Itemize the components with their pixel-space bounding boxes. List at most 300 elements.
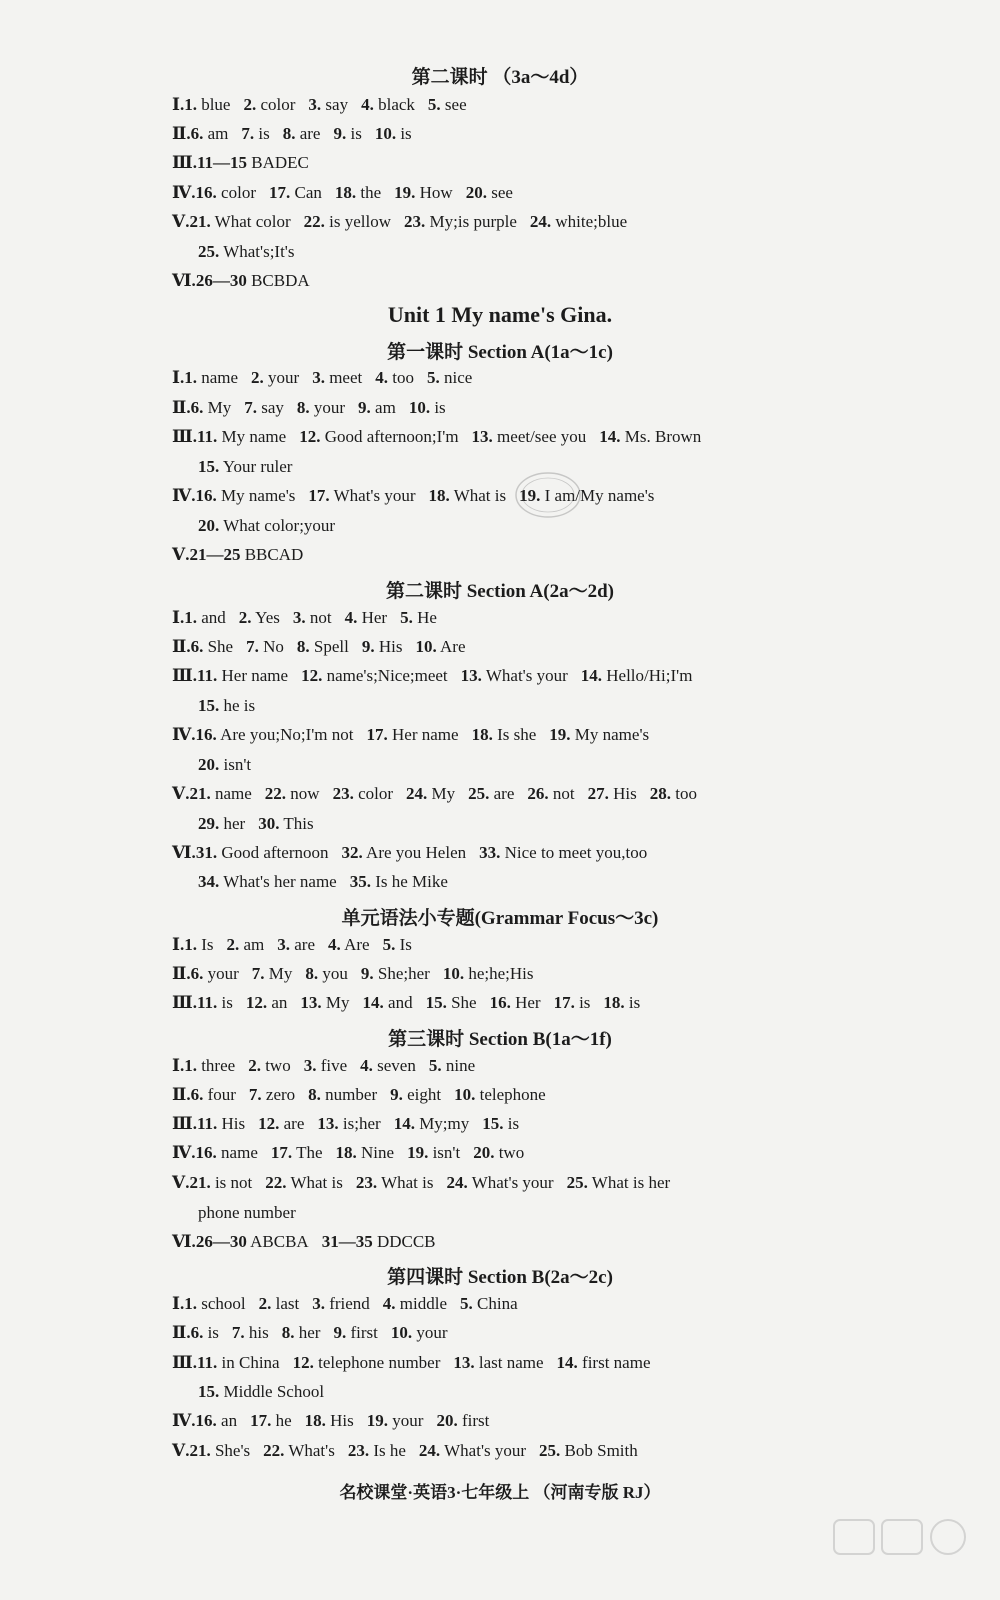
answer-item (453, 1353, 543, 1372)
answer-text: Is he Mike (375, 872, 448, 891)
answer-text: white;blue (555, 212, 628, 231)
answer-line (172, 398, 459, 418)
question-number: 7. (231, 1323, 245, 1342)
answer-text: My (431, 784, 456, 803)
part-numeral: Ⅱ. (172, 964, 191, 983)
question-number: 18. (304, 1411, 326, 1430)
answer-text: you (322, 964, 348, 983)
answer-text: ABCBA (250, 1232, 309, 1251)
answer-text: My (268, 964, 293, 983)
answer-text: My (207, 398, 232, 417)
answer-item (308, 95, 348, 114)
answer-text: name (221, 1143, 258, 1162)
answer-item (263, 1441, 335, 1460)
answer-item (189, 545, 303, 564)
answer-item (197, 153, 309, 172)
question-number: 7. (241, 124, 255, 143)
answer-line (172, 964, 546, 984)
answer-text: My name's (574, 725, 650, 744)
answer-text: is (400, 124, 412, 143)
answer-item (345, 608, 387, 627)
answer-text: What is her (591, 1173, 671, 1192)
question-number: 6. (190, 124, 204, 143)
part-numeral: Ⅱ. (172, 1085, 191, 1104)
answer-item (269, 183, 322, 202)
answer-text: see (444, 95, 467, 114)
part-numeral: Ⅰ. (172, 1294, 185, 1313)
question-number: 1. (184, 368, 197, 387)
answer-line (172, 1294, 531, 1314)
answer-item (198, 814, 245, 833)
question-number: 28. (649, 784, 671, 803)
answer-item (198, 755, 251, 774)
part-numeral: Ⅴ. (172, 212, 190, 231)
question-number: 3. (308, 95, 322, 114)
answer-text: What's your (444, 1441, 527, 1460)
answer-line-continued (198, 872, 461, 892)
question-number: 9. (333, 1323, 347, 1342)
answer-text: zero (265, 1085, 296, 1104)
question-number: 21. (189, 212, 211, 231)
answer-text: Good afternoon;I'm (324, 427, 459, 446)
question-number: 21—25 (189, 545, 241, 564)
answer-text: is (221, 993, 233, 1012)
answer-item (328, 935, 370, 954)
answer-text: your (268, 368, 300, 387)
answer-item (198, 872, 337, 891)
answer-text: not (309, 608, 332, 627)
answer-line (172, 368, 485, 388)
answer-item (258, 1114, 304, 1133)
answer-item (363, 993, 413, 1012)
answer-line-continued (198, 457, 305, 477)
answer-item (312, 1294, 370, 1313)
answer-item (472, 725, 537, 744)
question-number: 12. (292, 1353, 314, 1372)
answer-line-continued (198, 755, 264, 775)
question-number: 4. (382, 1294, 396, 1313)
answer-item (466, 183, 513, 202)
answer-item (197, 427, 286, 446)
answer-line (172, 212, 640, 232)
answer-line (172, 486, 667, 506)
question-number: 17. (270, 1143, 293, 1162)
answer-line (172, 666, 705, 686)
answer-text: is (507, 1114, 520, 1133)
answer-text: What's your (333, 486, 416, 505)
answer-text: last name (478, 1353, 544, 1372)
part-numeral: Ⅰ. (172, 368, 185, 387)
question-number: 22. (265, 1173, 287, 1192)
answer-text: His (613, 784, 637, 803)
answer-item (308, 486, 415, 505)
question-number: 8. (296, 637, 310, 656)
answer-item (429, 1056, 475, 1075)
answer-text: isn't (223, 755, 252, 774)
question-number: 13. (460, 666, 482, 685)
part-numeral: Ⅱ. (172, 1323, 191, 1342)
answer-text: and (388, 993, 413, 1012)
answer-line (172, 183, 526, 203)
answer-text: her (223, 814, 246, 833)
question-number: 13. (471, 427, 493, 446)
answer-item (293, 1353, 441, 1372)
answer-line (172, 1353, 664, 1373)
answer-line (172, 153, 322, 173)
answer-text: number (325, 1085, 378, 1104)
answer-item (197, 1353, 280, 1372)
answer-item (375, 124, 412, 143)
answer-text: phone number (198, 1203, 296, 1222)
answer-line (172, 1441, 651, 1461)
answer-text: What's your (471, 1173, 554, 1192)
answer-item (312, 368, 362, 387)
answer-text: first name (582, 1353, 651, 1372)
answer-text: His (221, 1114, 246, 1133)
answer-text: is (350, 124, 362, 143)
answer-text: Good afternoon (221, 843, 329, 862)
question-number: 23. (404, 212, 426, 231)
answer-text: is not (214, 1173, 253, 1192)
answer-line (172, 1232, 449, 1252)
question-number: 1. (184, 935, 197, 954)
answer-text: BBCAD (244, 545, 304, 564)
answer-item (191, 1323, 219, 1342)
question-number: 6. (190, 964, 204, 983)
question-number: 4. (361, 95, 374, 114)
question-number: 14. (393, 1114, 415, 1133)
answer-text: blue (201, 95, 231, 114)
part-numeral: Ⅰ. (172, 95, 185, 114)
section-heading: 第一课时 Section A(1a～1c) (387, 342, 613, 363)
answer-text: I am/My name's (544, 486, 655, 505)
answer-item (360, 1056, 416, 1075)
question-number: 11. (196, 1353, 218, 1372)
answer-text: is (434, 398, 446, 417)
question-number: 18. (471, 725, 493, 744)
question-number: 19. (394, 183, 416, 202)
answer-item (198, 1203, 296, 1222)
answer-item (304, 1056, 347, 1075)
answer-text: is (258, 124, 270, 143)
stamp-seal (513, 470, 583, 520)
answer-item (361, 95, 415, 114)
answer-text: your (416, 1323, 448, 1342)
question-number: 25. (539, 1441, 561, 1460)
answer-item (189, 784, 251, 803)
answer-item (196, 486, 296, 505)
answer-line (172, 1143, 537, 1163)
answer-item (196, 725, 354, 744)
answer-item (258, 814, 313, 833)
answer-item (246, 993, 288, 1012)
answer-text: China (477, 1294, 518, 1313)
answer-item (189, 1173, 252, 1192)
question-number: 6. (190, 398, 204, 417)
answer-text: My name (221, 427, 287, 446)
answer-item (196, 1143, 258, 1162)
question-number: 30. (258, 814, 280, 833)
question-number: 16. (489, 993, 511, 1012)
answer-item (308, 1085, 377, 1104)
question-number: 8. (282, 124, 296, 143)
answer-text: nine (445, 1056, 476, 1075)
answer-item (184, 1056, 235, 1075)
answer-text: Bob Smith (564, 1441, 638, 1460)
answer-text: his (248, 1323, 269, 1342)
answer-item (390, 1085, 441, 1104)
answer-line (172, 124, 425, 144)
answer-text: How (419, 183, 453, 202)
answer-text: are (294, 935, 316, 954)
part-numeral: Ⅳ. (172, 1411, 196, 1430)
answer-text: She's (214, 1441, 251, 1460)
answer-item (259, 1294, 300, 1313)
question-number: 24. (529, 212, 552, 231)
answer-item (599, 427, 701, 446)
answer-item (588, 784, 637, 803)
question-number: 34. (198, 872, 220, 891)
answer-text: This (283, 814, 314, 833)
answer-text: am (243, 935, 265, 954)
answer-text: Nice to meet you,too (504, 843, 648, 862)
question-number: 23. (332, 784, 354, 803)
answer-text: Is she (497, 725, 537, 744)
answer-item (367, 725, 459, 744)
answer-text: school (201, 1294, 246, 1313)
answer-item (454, 1085, 546, 1104)
answer-item (406, 784, 455, 803)
answer-item (419, 1441, 526, 1460)
answer-item (391, 1323, 448, 1342)
answer-line-continued (198, 696, 268, 716)
question-number: 33. (479, 843, 501, 862)
answer-text: Is he (373, 1441, 406, 1460)
answer-item (299, 427, 458, 446)
answer-item (189, 1441, 250, 1460)
question-number: 23. (355, 1173, 378, 1192)
answer-text: What's;It's (223, 242, 295, 261)
part-numeral: Ⅵ. (172, 843, 196, 862)
question-number: 1. (184, 1294, 197, 1313)
answer-text: your (313, 398, 346, 417)
answer-item (197, 993, 233, 1012)
answer-item (490, 993, 541, 1012)
answer-line (172, 1085, 559, 1105)
answer-text: is;her (342, 1114, 381, 1133)
answer-text: Ms. Brown (624, 427, 702, 446)
question-number: 15. (482, 1114, 504, 1133)
part-numeral: Ⅰ. (172, 935, 185, 954)
question-number: 4. (375, 368, 388, 387)
answer-line (172, 637, 478, 657)
answer-line (172, 608, 450, 628)
question-number: 25. (198, 242, 220, 261)
answer-item (304, 212, 391, 231)
answer-item (407, 1143, 460, 1162)
question-number: 14. (580, 666, 603, 685)
question-number: 12. (245, 993, 268, 1012)
part-numeral: Ⅲ. (172, 427, 197, 446)
answer-line (172, 993, 653, 1013)
part-numeral: Ⅳ. (172, 486, 196, 505)
answer-item (650, 784, 697, 803)
answer-line-continued (198, 814, 327, 834)
part-numeral: Ⅲ. (172, 993, 197, 1012)
answer-item (249, 1085, 295, 1104)
question-number: 9. (360, 964, 374, 983)
answer-text: say (261, 398, 284, 417)
answer-text: color (221, 183, 256, 202)
answer-item (250, 1411, 292, 1430)
answer-item (581, 666, 693, 685)
site-watermark (830, 1516, 980, 1576)
answer-text: nice (443, 368, 473, 387)
answer-text: seven (377, 1056, 416, 1075)
question-number: 18. (428, 486, 450, 505)
answer-item (191, 124, 229, 143)
answer-text: My;my (419, 1114, 470, 1133)
answer-item (252, 964, 293, 983)
question-number: 27. (587, 784, 609, 803)
answer-line-continued (198, 516, 348, 536)
answer-text: Yes (255, 608, 280, 627)
answer-text: No (263, 637, 284, 656)
answer-text: Middle School (223, 1382, 325, 1401)
answer-text: Are you;No;I'm not (220, 725, 354, 744)
section-heading: 单元语法小专题(Grammar Focus～3c) (341, 908, 659, 929)
answer-item (243, 95, 295, 114)
answer-text: are (299, 124, 321, 143)
answer-text: eight (407, 1085, 442, 1104)
answer-text: What color (214, 212, 291, 231)
question-number: 32. (341, 843, 363, 862)
answer-item (198, 516, 335, 535)
answer-item (394, 1114, 470, 1133)
answer-item (239, 608, 280, 627)
answer-text: is (207, 1323, 219, 1342)
question-number: 9. (358, 398, 371, 417)
question-number: 14. (599, 427, 621, 446)
answer-item (248, 1056, 291, 1075)
question-number: 15. (425, 993, 447, 1012)
question-number: 2. (258, 1294, 272, 1313)
answer-text: an (271, 993, 288, 1012)
answer-text: Is (399, 935, 412, 954)
question-number: 35. (349, 872, 371, 891)
part-numeral: Ⅱ. (172, 124, 191, 143)
answer-item (198, 696, 255, 715)
question-number: 8. (296, 398, 310, 417)
answer-text: Can (294, 183, 322, 202)
answer-item (443, 964, 534, 983)
answer-text: Are (440, 637, 466, 656)
answer-item (198, 242, 294, 261)
answer-text: What color;your (223, 516, 336, 535)
question-number: 12. (301, 666, 323, 685)
answer-line (172, 935, 425, 955)
answer-text: BCBDA (251, 271, 310, 290)
answer-text: her (298, 1323, 321, 1342)
part-numeral: Ⅳ. (172, 1143, 196, 1162)
answer-item (539, 1441, 638, 1460)
answer-item (436, 1411, 489, 1430)
answer-item (427, 368, 472, 387)
question-number: 1. (184, 95, 197, 114)
question-number: 10. (442, 964, 465, 983)
question-number: 8. (308, 1085, 321, 1104)
answer-item (232, 1323, 269, 1342)
answer-item (415, 637, 465, 656)
question-number: 14. (556, 1353, 578, 1372)
answer-item (400, 608, 437, 627)
answer-item (184, 608, 226, 627)
answer-item (348, 1441, 406, 1460)
answer-text: he;he;His (468, 964, 534, 983)
question-number: 10. (415, 637, 437, 656)
question-number: 16. (195, 183, 217, 202)
answer-item (196, 843, 329, 862)
answer-item (409, 398, 446, 417)
answer-text: His (378, 637, 403, 656)
question-number: 20. (473, 1143, 495, 1162)
question-number: 11. (196, 1114, 218, 1133)
part-numeral: Ⅳ. (172, 725, 196, 744)
answer-text: BADEC (251, 153, 309, 172)
answer-line (172, 1173, 683, 1193)
answer-text: What is (453, 486, 507, 505)
answer-item (603, 993, 640, 1012)
answer-text: What is (381, 1173, 434, 1192)
question-number: 14. (362, 993, 384, 1012)
question-number: 26. (527, 784, 549, 803)
answer-line (172, 427, 714, 447)
part-numeral: Ⅰ. (172, 608, 185, 627)
question-number: 17. (553, 993, 575, 1012)
question-number: 23. (347, 1441, 370, 1460)
answer-item (472, 427, 587, 446)
answer-item (335, 183, 381, 202)
answer-text: He (417, 608, 437, 627)
question-number: 12. (299, 427, 321, 446)
answer-text: color (358, 784, 393, 803)
answer-line (172, 1114, 532, 1134)
answer-item (333, 1323, 377, 1342)
answer-item (567, 1173, 671, 1192)
answer-text: are (283, 1114, 305, 1133)
question-number: 11. (196, 427, 218, 446)
answer-item (184, 368, 238, 387)
answer-item (226, 935, 264, 954)
answer-item (549, 725, 649, 744)
question-number: 4. (360, 1056, 373, 1075)
question-number: 20. (198, 755, 220, 774)
question-number: 16. (195, 1143, 217, 1162)
answer-item (297, 637, 349, 656)
question-number: 15. (198, 1382, 220, 1401)
answer-item (196, 1232, 309, 1251)
question-number: 11. (196, 666, 218, 685)
question-number: 15. (198, 696, 220, 715)
question-number: 6. (190, 637, 204, 656)
question-number: 13. (300, 993, 322, 1012)
answer-text: too (675, 784, 697, 803)
answer-text: middle (399, 1294, 448, 1313)
question-number: 20. (198, 516, 220, 535)
part-numeral: Ⅳ. (172, 183, 196, 202)
answer-item (557, 1353, 651, 1372)
answer-item (184, 935, 213, 954)
